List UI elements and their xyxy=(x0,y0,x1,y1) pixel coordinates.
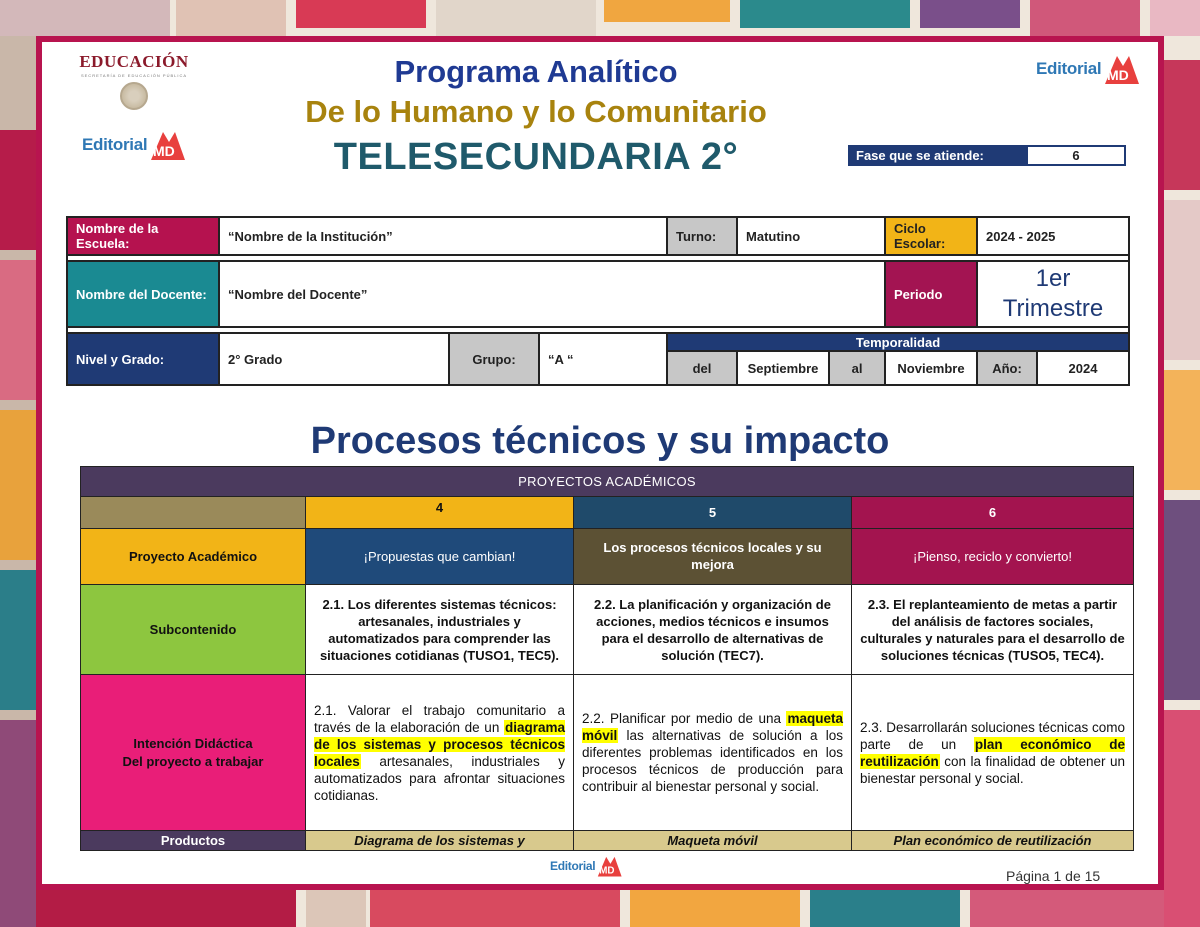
intencion-4 xyxy=(306,675,574,831)
subcontenido-6: 2.3. El replanteamiento de metas a partir del análisis de factores sociales, culturales y naturales para el desarrollo de soluciones técnicas (TUSO5, TEC4). xyxy=(852,585,1134,675)
al-label: al xyxy=(829,351,885,385)
productos-label: Productos xyxy=(81,831,306,851)
number-corner xyxy=(81,497,306,529)
sep-logo-sub: SECRETARÍA DE EDUCACIÓN PÚBLICA xyxy=(80,73,188,78)
intencion-label-line2: Del proyecto a trabajar xyxy=(122,753,264,769)
al-value: Noviembre xyxy=(885,351,977,385)
project-number-4: 4 xyxy=(306,497,574,529)
sep-logo xyxy=(74,52,194,110)
sep-logo-word: EDUCACIÓN xyxy=(79,52,189,71)
row-nivel-top xyxy=(67,333,1129,351)
intencion-5 xyxy=(574,675,852,831)
brand-word: Editorial xyxy=(1036,59,1102,78)
periodo-value: 1er Trimestre xyxy=(977,261,1129,327)
subcontenido-5: 2.2. La planificación y organización de acciones, medios técnicos e insumos para el desarrollo de alternativas de solución (TEC7). xyxy=(574,585,852,675)
brand-word: Editorial xyxy=(82,135,148,154)
page-number: Página 1 de 15 xyxy=(1006,868,1101,884)
producto-6: Plan económico de reutilización xyxy=(852,831,1134,851)
docente-value: “Nombre del Docente” xyxy=(219,261,885,327)
docente-label: Nombre del Docente: xyxy=(67,261,219,327)
grupo-value: “A “ xyxy=(539,333,667,385)
proyecto-4: ¡Propuestas que cambian! xyxy=(306,529,574,585)
intencion-6 xyxy=(852,675,1134,831)
nivel-label: Nivel y Grado: xyxy=(67,333,219,385)
anio-value: 2024 xyxy=(1037,351,1129,385)
intencion-6-pre: 2.3. Desarrollarán soluciones técnicas como parte de un xyxy=(860,719,1125,752)
md-mark-icon xyxy=(595,854,623,878)
intencion-6-post: con la finalidad de obtener un bienestar personal y social. xyxy=(860,753,1125,786)
brand-word: Editorial xyxy=(550,859,596,873)
productos-row xyxy=(81,831,1134,851)
intencion-6-highlight: plan económico de reutilización xyxy=(860,736,1125,769)
editorial-md-logo-footer xyxy=(550,854,623,878)
fase-value: 6 xyxy=(1072,148,1080,163)
anio-label: Año: xyxy=(977,351,1037,385)
producto-4: Diagrama de los sistemas y xyxy=(306,831,574,851)
row-docente xyxy=(67,261,1129,327)
nivel-value: 2° Grado xyxy=(219,333,449,385)
periodo-label: Periodo xyxy=(885,261,977,327)
subcontenido-row xyxy=(81,585,1134,675)
title-nivel: TELESECUNDARIA 2° xyxy=(333,136,739,178)
del-label: del xyxy=(667,351,737,385)
subcontenido-label: Subcontenido xyxy=(81,585,306,675)
projects-table xyxy=(80,466,1134,851)
editorial-md-logo-left xyxy=(82,128,187,162)
svg-text:MD: MD xyxy=(1107,67,1130,83)
ciclo-value: 2024 - 2025 xyxy=(977,217,1129,255)
document-page xyxy=(42,42,1158,884)
svg-text:MD: MD xyxy=(599,865,615,877)
intencion-5-highlight: maqueta móvil xyxy=(582,711,843,743)
ciclo-label: Ciclo Escolar: xyxy=(885,217,977,255)
escuela-label: Nombre de la Escuela: xyxy=(67,217,219,255)
producto-5: Maqueta móvil xyxy=(574,831,852,851)
intencion-row xyxy=(81,675,1134,831)
section-title: Procesos técnicos y su impacto xyxy=(310,420,890,462)
proyecto-6: ¡Pienso, reciclo y convierto! xyxy=(852,529,1134,585)
grupo-label: Grupo: xyxy=(449,333,539,385)
intencion-4-highlight: diagrama de los sistemas y procesos técnicos locales xyxy=(314,719,565,769)
del-value: Septiembre xyxy=(737,351,829,385)
turno-value: Matutino xyxy=(737,217,885,255)
editorial-md-logo-right xyxy=(1036,52,1141,86)
projects-header: PROYECTOS ACADÉMICOS xyxy=(81,467,1134,497)
row-escuela xyxy=(67,217,1129,255)
school-info-table xyxy=(66,216,1130,386)
project-number-row xyxy=(81,497,1134,529)
fase-box xyxy=(848,145,1126,166)
md-mark-icon xyxy=(147,128,187,162)
escuela-value: “Nombre de la Institución” xyxy=(219,217,667,255)
intencion-4-post: artesanales, industriales y automatizados para afrontar situaciones cotidianas. xyxy=(314,753,565,803)
proyecto-row xyxy=(81,529,1134,585)
proyecto-label: Proyecto Académico xyxy=(81,529,306,585)
seal-icon xyxy=(120,82,148,110)
temporalidad-label: Temporalidad xyxy=(667,333,1129,351)
intencion-label-line1: Intención Didáctica xyxy=(133,735,253,751)
intencion-5-post: las alternativas de solución a los diferentes problemas identificados en los procesos técnicos de producción para contribuir al bienestar personal y social. xyxy=(582,728,843,794)
intencion-4-pre: 2.1. Valorar el trabajo comunitario a través de la elaboración de un xyxy=(314,702,565,735)
intencion-5-pre: 2.2. Planificar por medio de una xyxy=(582,711,787,726)
md-mark-icon xyxy=(1101,52,1141,86)
subcontenido-4: 2.1. Los diferentes sistemas técnicos: artesanales, industriales y automatizados para comprender las situaciones cotidianas (TUSO1, TEC5). xyxy=(306,585,574,675)
title-programa: Programa Analítico xyxy=(394,54,678,89)
project-number-5: 5 xyxy=(574,497,852,529)
project-number-6: 6 xyxy=(852,497,1134,529)
title-campo: De lo Humano y lo Comunitario xyxy=(305,94,767,129)
turno-label: Turno: xyxy=(667,217,737,255)
proyecto-5: Los procesos técnicos locales y su mejora xyxy=(574,529,852,585)
fase-label: Fase que se atiende: xyxy=(850,147,1028,164)
projects-header-row xyxy=(81,467,1134,497)
svg-text:MD: MD xyxy=(153,143,176,159)
intencion-label xyxy=(81,675,306,831)
